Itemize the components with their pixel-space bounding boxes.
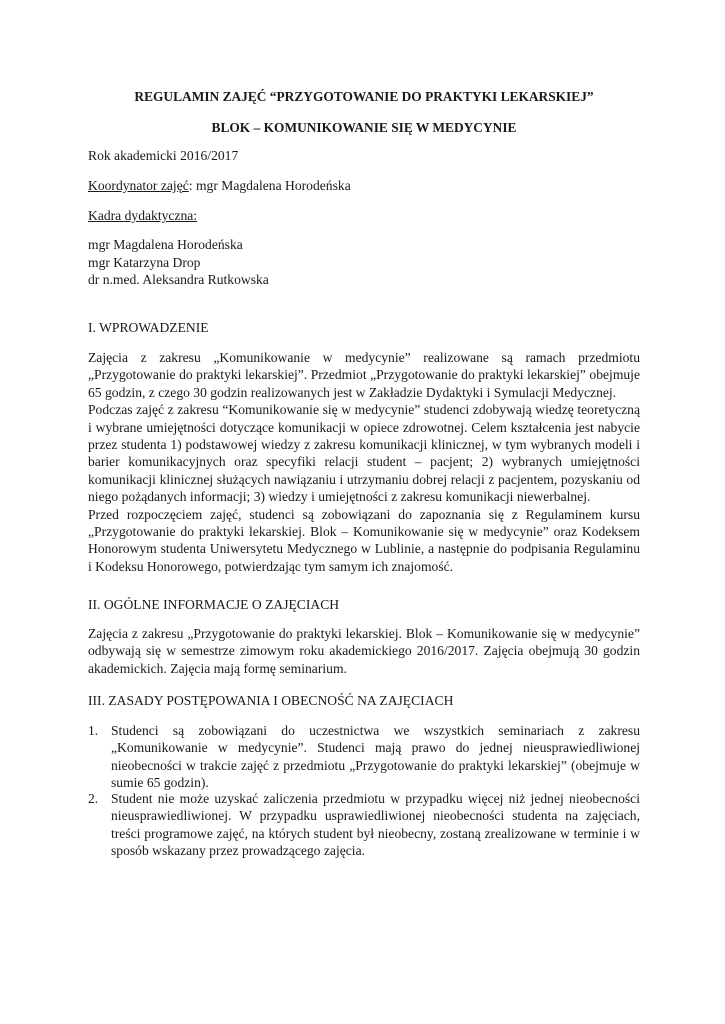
list-number: 1. — [88, 723, 99, 738]
coordinator-line — [88, 177, 351, 194]
rules-list-item — [88, 722, 640, 792]
staff-label: Kadra dydaktyczna: — [88, 208, 198, 223]
staff-member: dr n.med. Aleksandra Rutkowska — [88, 272, 269, 287]
staff-member: mgr Magdalena Horodeńska — [88, 237, 243, 252]
intro-paragraph: Podczas zajęć z zakresu “Komunikowanie się w medycynie” studenci zdobywają wiedzę teoretyczną i wybrane umiejętności dotyczące komunikacji w opiece zdrowotnej. Celem kształcenia jest nabycie przez studenta 1) podstawowej wiedzy z zakresu komunikacji klinicznej, w tym wybranych modeli i barier komunikacyjnych oraz specyfiki relacji student – pacjent; 2) wybranych umiejętności komunikacji klinicznej służących nawiązaniu i utrzymaniu dobrej relacji z pacjentem, pozyskaniu od niego pożądanych informacji; 3) wiedzy i umiejętności z zakresu komunikacji niewerbalnej. — [88, 402, 640, 505]
general-paragraph: Zajęcia z zakresu „Przygotowanie do praktyki lekarskiej. Blok – Komunikowanie się w medycynie” odbywają się w semestrze zimowym roku akademickiego 2016/2017. Zajęcia obejmują 30 godzin akademickich. Zajęcia mają formę seminarium. — [88, 626, 640, 676]
staff-member: mgr Katarzyna Drop — [88, 255, 201, 270]
list-item-text: Studenci są zobowiązani do uczestnictwa we wszystkich seminariach z zakresu „Komunikowanie w medycynie”. Studenci mają prawo do jednej nieusprawiedliwionej nieobecności w trakcie zajęć z przedmiotu „Przygotowanie do praktyki lekarskiej” (obejmuje w sumie 65 godzin). — [111, 723, 640, 791]
document-title: REGULAMIN ZAJĘĆ “PRZYGOTOWANIE DO PRAKTYKI LEKARSKIEJ” — [134, 89, 594, 104]
section-heading-general: II. OGÓLNE INFORMACJE O ZAJĘCIACH — [88, 597, 340, 612]
section-heading-intro: I. WPROWADZENIE — [88, 320, 209, 335]
intro-text — [88, 349, 640, 575]
rules-list-item — [88, 790, 640, 860]
section-heading-rules: III. ZASADY POSTĘPOWANIA I OBECNOŚĆ NA ZAJĘCIACH — [88, 693, 454, 708]
list-number: 2. — [88, 791, 99, 806]
intro-paragraph: Przed rozpoczęciem zajęć, studenci są zobowiązani do zapoznania się z Regulaminem kursu „Przygotowanie do praktyki lekarskiej. Blok – Komunikowanie się w medycynie” oraz Kodeksem Honorowym studenta Uniwersytetu Medycznego w Lublinie, a następnie do podpisania Regulaminu i Kodeksu Honorowego, potwierdzając tym samym ich znajomość. — [88, 506, 640, 574]
coordinator-label: Koordynator zajęć — [88, 178, 189, 193]
academic-year: Rok akademicki 2016/2017 — [88, 148, 239, 163]
document-subtitle: BLOK – KOMUNIKOWANIE SIĘ W MEDYCYNIE — [211, 120, 517, 135]
coordinator-value: : mgr Magdalena Horodeńska — [188, 178, 351, 193]
list-item-text: Student nie może uzyskać zaliczenia przedmiotu w przypadku więcej niż jednej nieobecności nieusprawiedliwionej. W przypadku usprawiedliwionej nieobecności studenta na zajęciach, treści programowe zajęć, na których student był nieobecny, zostaną zrealizowane w terminie i w sposób wskazany przez prowadzącego zajęcia. — [111, 791, 640, 859]
intro-paragraph: Zajęcia z zakresu „Komunikowanie w medycynie” realizowane są ramach przedmiotu „Przygotowanie do praktyki lekarskiej”. Przedmiot „Przygotowanie do praktyki lekarskiej” obejmuje 65 godzin, z czego 30 godzin realizowanych jest w Zakładzie Dydaktyki i Symulacji Medycznej. — [88, 350, 640, 400]
